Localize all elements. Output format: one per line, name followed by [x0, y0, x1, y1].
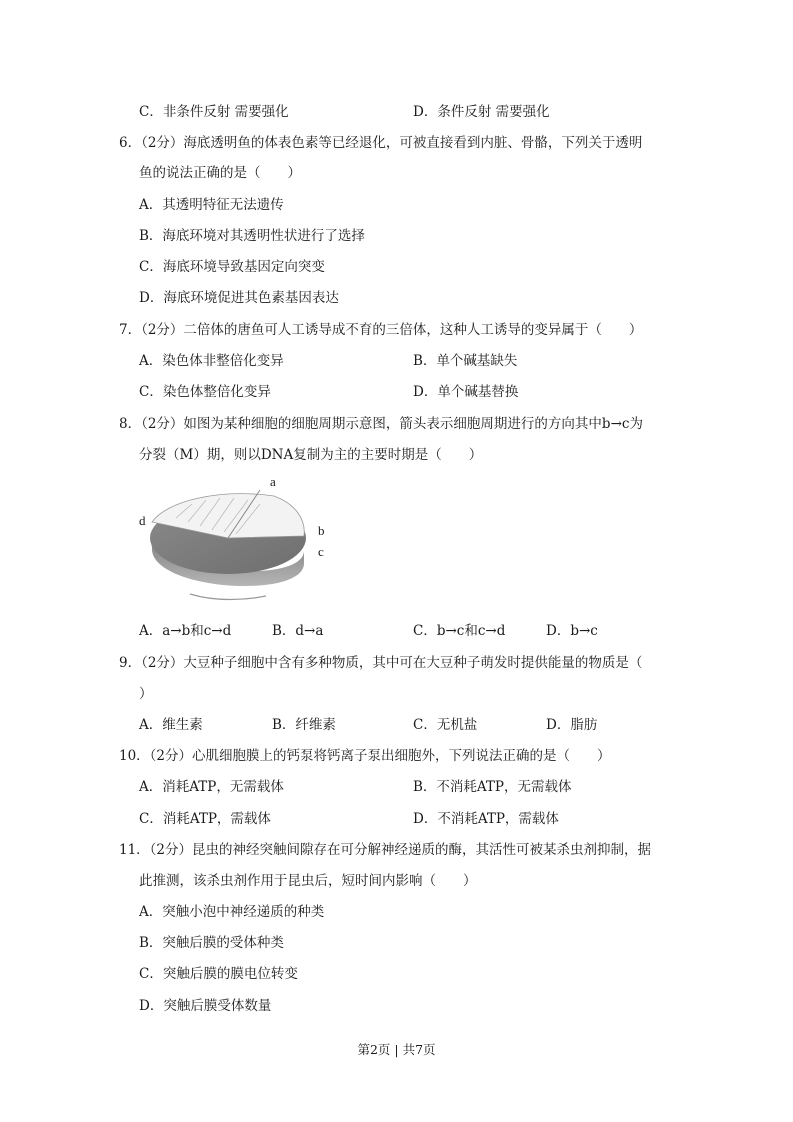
q6-stem-line1: 6．（2分）海底透明鱼的体表色素等已经退化，可被直接看到内脏、骨骼，下列关于透明	[119, 135, 643, 151]
q9-option-b: B．纤维素	[272, 717, 336, 733]
direction-arrow	[190, 594, 266, 600]
q8-option-b: B．d→a	[272, 623, 324, 639]
label-a: a	[270, 474, 276, 489]
q9-option-d: D．脂肪	[546, 717, 598, 733]
q6-option-c: C．海底环境导致基因定向突变	[139, 259, 325, 275]
q6-option-a: A．其透明特征无法遗传	[139, 197, 284, 213]
q8-option-d: D．b→c	[546, 623, 598, 639]
q10-stem: 10．（2分）心肌细胞膜上的钙泵将钙离子泵出细胞外，下列说法正确的是（ ）	[119, 748, 611, 764]
q6-option-b: B．海底环境对其透明性状进行了选择	[139, 228, 365, 244]
q8-option-c: C．b→c和c→d	[413, 623, 506, 639]
q11-option-d: D．突触后膜受体数量	[139, 998, 272, 1014]
q10-option-b: B．不消耗ATP，无需载体	[413, 779, 572, 795]
q11-option-c: C．突触后膜的膜电位转变	[139, 966, 298, 982]
q6-stem-line2: 鱼的说法正确的是（ ）	[139, 165, 301, 181]
q6-option-d: D．海底环境促进其色素基因表达	[139, 290, 339, 306]
q10-option-d: D．不消耗ATP，需载体	[413, 811, 559, 827]
q10-option-c: C．消耗ATP，需载体	[139, 811, 271, 827]
q11-stem-line1: 11．（2分）昆虫的神经突触间隙存在可分解神经递质的酶，其活性可被某杀虫剂抑制，据	[119, 842, 652, 858]
q7-option-a: A．染色体非整倍化变异	[139, 353, 284, 369]
q10-option-a: A．消耗ATP，无需载体	[139, 779, 284, 795]
q7-option-c: C．染色体整倍化变异	[139, 384, 271, 400]
q7-option-b: B．单个碱基缺失	[413, 353, 518, 369]
q8-option-a: A．a→b和c→d	[139, 623, 232, 639]
cell-cycle-figure	[136, 474, 336, 604]
q9-stem-line2: ）	[139, 686, 153, 702]
q5-option-c: C．非条件反射 需要强化	[139, 104, 289, 120]
q11-option-b: B．突触后膜的受体种类	[139, 935, 284, 951]
label-c: c	[318, 544, 324, 559]
q5-option-d: D．条件反射 需要强化	[413, 104, 550, 120]
q7-stem: 7．（2分）二倍体的唐鱼可人工诱导成不育的三倍体，这种人工诱导的变异属于（ ）	[119, 322, 643, 338]
q9-option-a: A．维生素	[139, 717, 203, 733]
q8-stem-line2: 分裂（M）期，则以DNA复制为主的主要时期是（ ）	[139, 447, 483, 463]
q11-option-a: A．突触小泡中神经递质的种类	[139, 904, 325, 920]
label-b: b	[318, 523, 325, 538]
q9-stem-line1: 9．（2分）大豆种子细胞中含有多种物质，其中可在大豆种子萌发时提供能量的物质是（	[119, 655, 643, 671]
label-d: d	[139, 513, 146, 528]
q11-stem-line2: 此推测，该杀虫剂作用于昆虫后，短时间内影响（ ）	[139, 873, 477, 889]
page-footer: 第2页 | 共7页	[357, 1042, 436, 1057]
q9-option-c: C．无机盐	[413, 717, 478, 733]
q8-stem-line1: 8．（2分）如图为某种细胞的细胞周期示意图，箭头表示细胞周期进行的方向其中b→c为	[119, 416, 643, 432]
q7-option-d: D．单个碱基替换	[413, 384, 519, 400]
